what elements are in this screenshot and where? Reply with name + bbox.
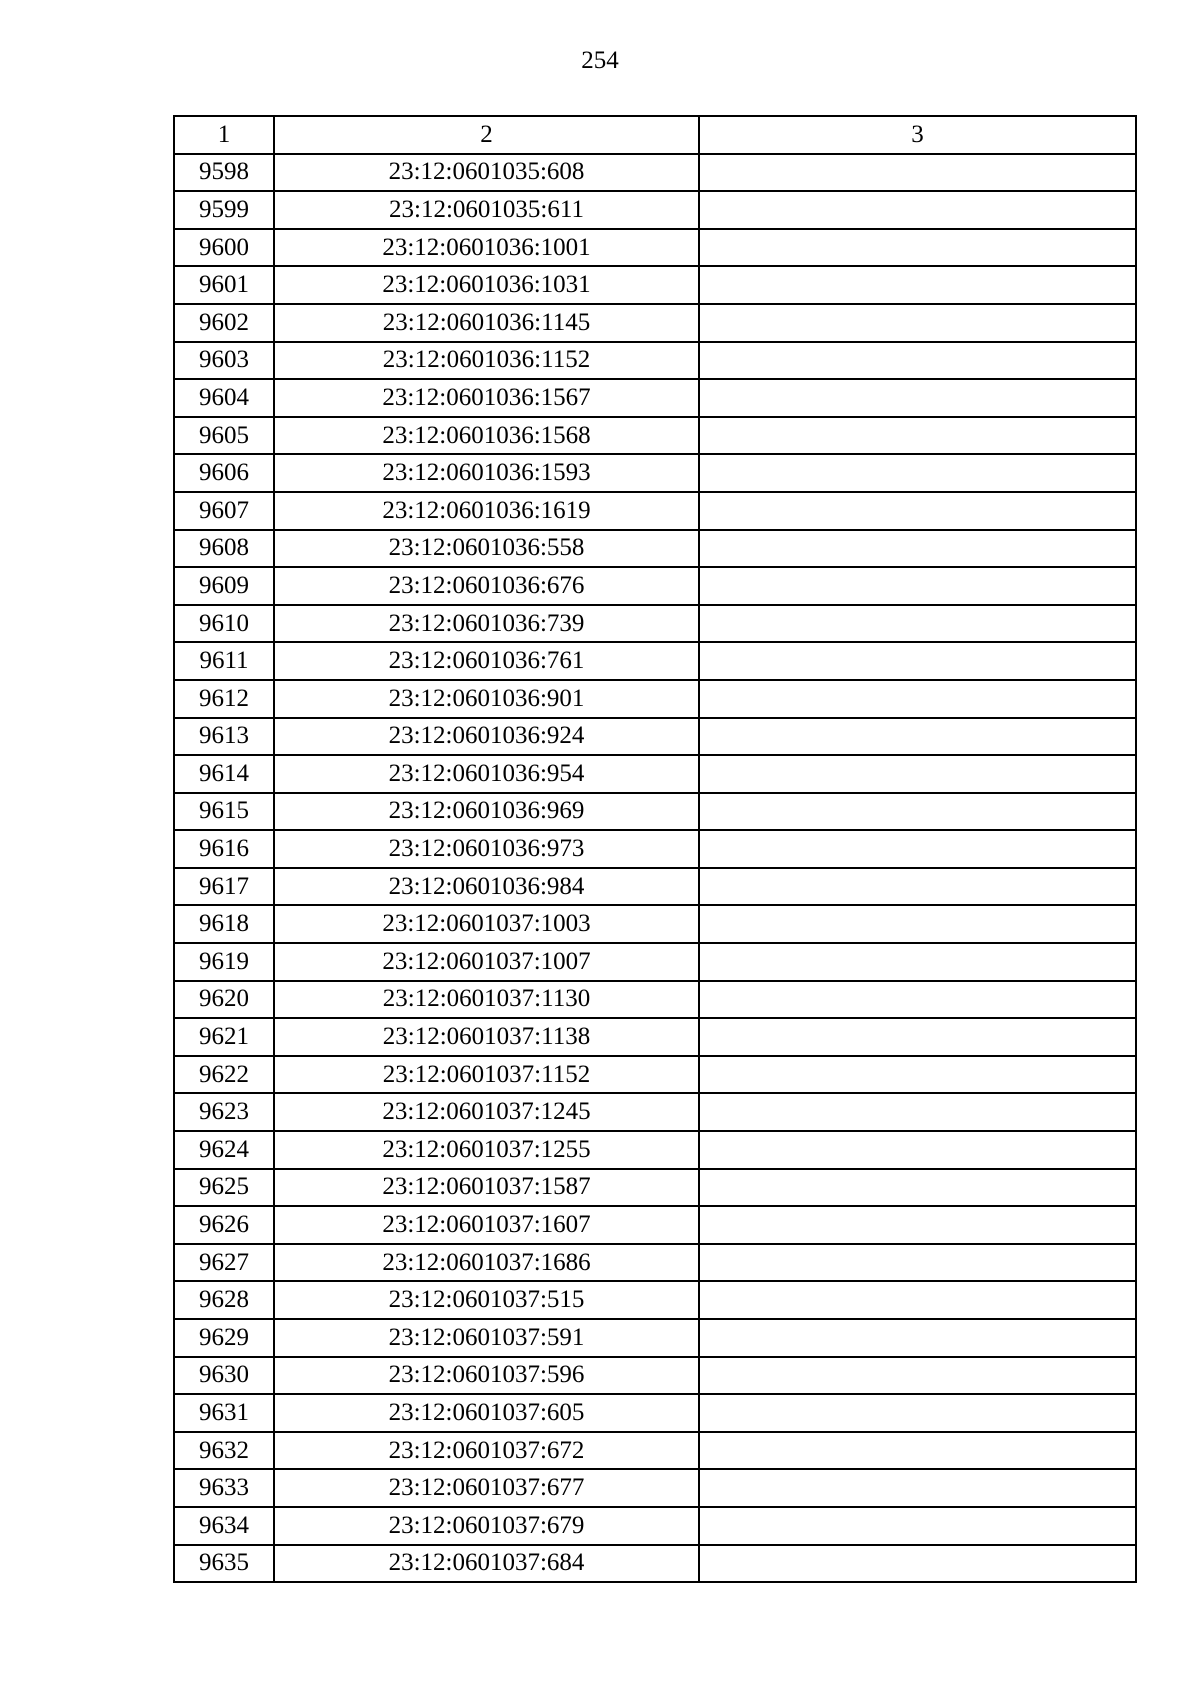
row-number-cell: 9606 bbox=[174, 454, 274, 492]
row-number-cell: 9601 bbox=[174, 266, 274, 304]
row-number-cell: 9602 bbox=[174, 304, 274, 342]
row-number-cell: 9617 bbox=[174, 868, 274, 906]
table-row bbox=[174, 830, 1136, 868]
note-cell bbox=[699, 1018, 1136, 1056]
table-row bbox=[174, 492, 1136, 530]
table-row bbox=[174, 1018, 1136, 1056]
note-cell bbox=[699, 492, 1136, 530]
note-cell bbox=[699, 642, 1136, 680]
cadastral-number-cell: 23:12:0601036:901 bbox=[274, 680, 699, 718]
row-number-cell: 9628 bbox=[174, 1281, 274, 1319]
note-cell bbox=[699, 1093, 1136, 1131]
note-cell bbox=[699, 266, 1136, 304]
table-row bbox=[174, 1093, 1136, 1131]
row-number-cell: 9609 bbox=[174, 567, 274, 605]
cadastral-number-cell: 23:12:0601037:596 bbox=[274, 1357, 699, 1395]
column-header-2: 2 bbox=[274, 116, 699, 154]
cadastral-number-cell: 23:12:0601037:679 bbox=[274, 1507, 699, 1545]
row-number-cell: 9619 bbox=[174, 943, 274, 981]
column-header-1: 1 bbox=[174, 116, 274, 154]
table-row bbox=[174, 1432, 1136, 1470]
cadastral-number-cell: 23:12:0601036:969 bbox=[274, 793, 699, 831]
table-row bbox=[174, 1244, 1136, 1282]
cadastral-number-cell: 23:12:0601037:1130 bbox=[274, 981, 699, 1019]
table-row bbox=[174, 1281, 1136, 1319]
column-header-3: 3 bbox=[699, 116, 1136, 154]
row-number-cell: 9612 bbox=[174, 680, 274, 718]
table-row bbox=[174, 229, 1136, 267]
row-number-cell: 9625 bbox=[174, 1169, 274, 1207]
row-number-cell: 9611 bbox=[174, 642, 274, 680]
row-number-cell: 9633 bbox=[174, 1469, 274, 1507]
cadastral-number-cell: 23:12:0601036:1567 bbox=[274, 379, 699, 417]
row-number-cell: 9618 bbox=[174, 905, 274, 943]
row-number-cell: 9600 bbox=[174, 229, 274, 267]
cadastral-number-cell: 23:12:0601037:1686 bbox=[274, 1244, 699, 1282]
table-row bbox=[174, 1206, 1136, 1244]
cadastral-number-cell: 23:12:0601036:1152 bbox=[274, 342, 699, 380]
table-row bbox=[174, 454, 1136, 492]
table-row bbox=[174, 1394, 1136, 1432]
table-row bbox=[174, 793, 1136, 831]
row-number-cell: 9610 bbox=[174, 605, 274, 643]
cadastral-number-cell: 23:12:0601037:677 bbox=[274, 1469, 699, 1507]
note-cell bbox=[699, 1206, 1136, 1244]
row-number-cell: 9614 bbox=[174, 755, 274, 793]
note-cell bbox=[699, 567, 1136, 605]
table-row bbox=[174, 1507, 1136, 1545]
cadastral-number-cell: 23:12:0601036:1001 bbox=[274, 229, 699, 267]
header-row bbox=[174, 116, 1136, 154]
cadastral-number-cell: 23:12:0601036:676 bbox=[274, 567, 699, 605]
note-cell bbox=[699, 793, 1136, 831]
note-cell bbox=[699, 1545, 1136, 1583]
row-number-cell: 9604 bbox=[174, 379, 274, 417]
table-row bbox=[174, 567, 1136, 605]
row-number-cell: 9635 bbox=[174, 1545, 274, 1583]
cadastral-number-cell: 23:12:0601037:1152 bbox=[274, 1056, 699, 1094]
table-row bbox=[174, 868, 1136, 906]
table-row bbox=[174, 943, 1136, 981]
note-cell bbox=[699, 1244, 1136, 1282]
table-row bbox=[174, 154, 1136, 192]
note-cell bbox=[699, 755, 1136, 793]
table-row bbox=[174, 1056, 1136, 1094]
table-row bbox=[174, 718, 1136, 756]
cadastral-number-cell: 23:12:0601036:954 bbox=[274, 755, 699, 793]
cadastral-number-cell: 23:12:0601037:684 bbox=[274, 1545, 699, 1583]
row-number-cell: 9598 bbox=[174, 154, 274, 192]
note-cell bbox=[699, 154, 1136, 192]
cadastral-number-cell: 23:12:0601037:1255 bbox=[274, 1131, 699, 1169]
table-row bbox=[174, 680, 1136, 718]
note-cell bbox=[699, 981, 1136, 1019]
row-number-cell: 9616 bbox=[174, 830, 274, 868]
cadastral-number-cell: 23:12:0601037:672 bbox=[274, 1432, 699, 1470]
note-cell bbox=[699, 1169, 1136, 1207]
row-number-cell: 9629 bbox=[174, 1319, 274, 1357]
row-number-cell: 9607 bbox=[174, 492, 274, 530]
row-number-cell: 9620 bbox=[174, 981, 274, 1019]
note-cell bbox=[699, 342, 1136, 380]
cadastral-number-cell: 23:12:0601037:1587 bbox=[274, 1169, 699, 1207]
cadastral-number-cell: 23:12:0601036:1031 bbox=[274, 266, 699, 304]
table-row bbox=[174, 1545, 1136, 1583]
note-cell bbox=[699, 680, 1136, 718]
cadastral-number-cell: 23:12:0601036:1145 bbox=[274, 304, 699, 342]
table-header bbox=[174, 116, 1136, 154]
note-cell bbox=[699, 943, 1136, 981]
cadastral-number-cell: 23:12:0601037:515 bbox=[274, 1281, 699, 1319]
note-cell bbox=[699, 905, 1136, 943]
row-number-cell: 9599 bbox=[174, 191, 274, 229]
note-cell bbox=[699, 605, 1136, 643]
row-number-cell: 9615 bbox=[174, 793, 274, 831]
note-cell bbox=[699, 417, 1136, 455]
table-row bbox=[174, 755, 1136, 793]
cadastral-number-cell: 23:12:0601036:1568 bbox=[274, 417, 699, 455]
cadastral-number-cell: 23:12:0601036:1593 bbox=[274, 454, 699, 492]
cadastral-number-cell: 23:12:0601035:611 bbox=[274, 191, 699, 229]
note-cell bbox=[699, 229, 1136, 267]
cadastral-number-cell: 23:12:0601036:924 bbox=[274, 718, 699, 756]
note-cell bbox=[699, 1056, 1136, 1094]
note-cell bbox=[699, 868, 1136, 906]
note-cell bbox=[699, 1507, 1136, 1545]
note-cell bbox=[699, 191, 1136, 229]
table-row bbox=[174, 1131, 1136, 1169]
table-row bbox=[174, 1319, 1136, 1357]
cadastral-number-table bbox=[173, 115, 1137, 1583]
table-row bbox=[174, 1469, 1136, 1507]
row-number-cell: 9603 bbox=[174, 342, 274, 380]
cadastral-number-cell: 23:12:0601036:558 bbox=[274, 530, 699, 568]
table-body bbox=[174, 154, 1136, 1583]
note-cell bbox=[699, 1281, 1136, 1319]
table-row bbox=[174, 304, 1136, 342]
note-cell bbox=[699, 530, 1136, 568]
row-number-cell: 9631 bbox=[174, 1394, 274, 1432]
table-row bbox=[174, 342, 1136, 380]
table-row bbox=[174, 642, 1136, 680]
note-cell bbox=[699, 454, 1136, 492]
table-row bbox=[174, 981, 1136, 1019]
row-number-cell: 9621 bbox=[174, 1018, 274, 1056]
row-number-cell: 9624 bbox=[174, 1131, 274, 1169]
page-number: 254 bbox=[581, 47, 619, 74]
row-number-cell: 9630 bbox=[174, 1357, 274, 1395]
row-number-cell: 9632 bbox=[174, 1432, 274, 1470]
note-cell bbox=[699, 1394, 1136, 1432]
table-row bbox=[174, 905, 1136, 943]
row-number-cell: 9627 bbox=[174, 1244, 274, 1282]
note-cell bbox=[699, 1432, 1136, 1470]
cadastral-number-cell: 23:12:0601037:1003 bbox=[274, 905, 699, 943]
cadastral-number-cell: 23:12:0601037:1607 bbox=[274, 1206, 699, 1244]
row-number-cell: 9613 bbox=[174, 718, 274, 756]
table-row bbox=[174, 605, 1136, 643]
row-number-cell: 9634 bbox=[174, 1507, 274, 1545]
cadastral-number-cell: 23:12:0601035:608 bbox=[274, 154, 699, 192]
cadastral-number-cell: 23:12:0601037:591 bbox=[274, 1319, 699, 1357]
cadastral-number-cell: 23:12:0601037:1245 bbox=[274, 1093, 699, 1131]
row-number-cell: 9622 bbox=[174, 1056, 274, 1094]
cadastral-number-cell: 23:12:0601037:1007 bbox=[274, 943, 699, 981]
table-row bbox=[174, 379, 1136, 417]
cadastral-number-cell: 23:12:0601036:984 bbox=[274, 868, 699, 906]
table-row bbox=[174, 266, 1136, 304]
note-cell bbox=[699, 830, 1136, 868]
row-number-cell: 9626 bbox=[174, 1206, 274, 1244]
note-cell bbox=[699, 1131, 1136, 1169]
note-cell bbox=[699, 718, 1136, 756]
cadastral-number-cell: 23:12:0601037:1138 bbox=[274, 1018, 699, 1056]
table-row bbox=[174, 1169, 1136, 1207]
note-cell bbox=[699, 304, 1136, 342]
note-cell bbox=[699, 1469, 1136, 1507]
note-cell bbox=[699, 1319, 1136, 1357]
row-number-cell: 9608 bbox=[174, 530, 274, 568]
cadastral-number-cell: 23:12:0601036:739 bbox=[274, 605, 699, 643]
table-row bbox=[174, 530, 1136, 568]
row-number-cell: 9605 bbox=[174, 417, 274, 455]
table-row bbox=[174, 417, 1136, 455]
note-cell bbox=[699, 379, 1136, 417]
row-number-cell: 9623 bbox=[174, 1093, 274, 1131]
cadastral-number-cell: 23:12:0601037:605 bbox=[274, 1394, 699, 1432]
table-row bbox=[174, 1357, 1136, 1395]
cadastral-number-cell: 23:12:0601036:761 bbox=[274, 642, 699, 680]
cadastral-number-cell: 23:12:0601036:973 bbox=[274, 830, 699, 868]
table-row bbox=[174, 191, 1136, 229]
cadastral-number-cell: 23:12:0601036:1619 bbox=[274, 492, 699, 530]
note-cell bbox=[699, 1357, 1136, 1395]
